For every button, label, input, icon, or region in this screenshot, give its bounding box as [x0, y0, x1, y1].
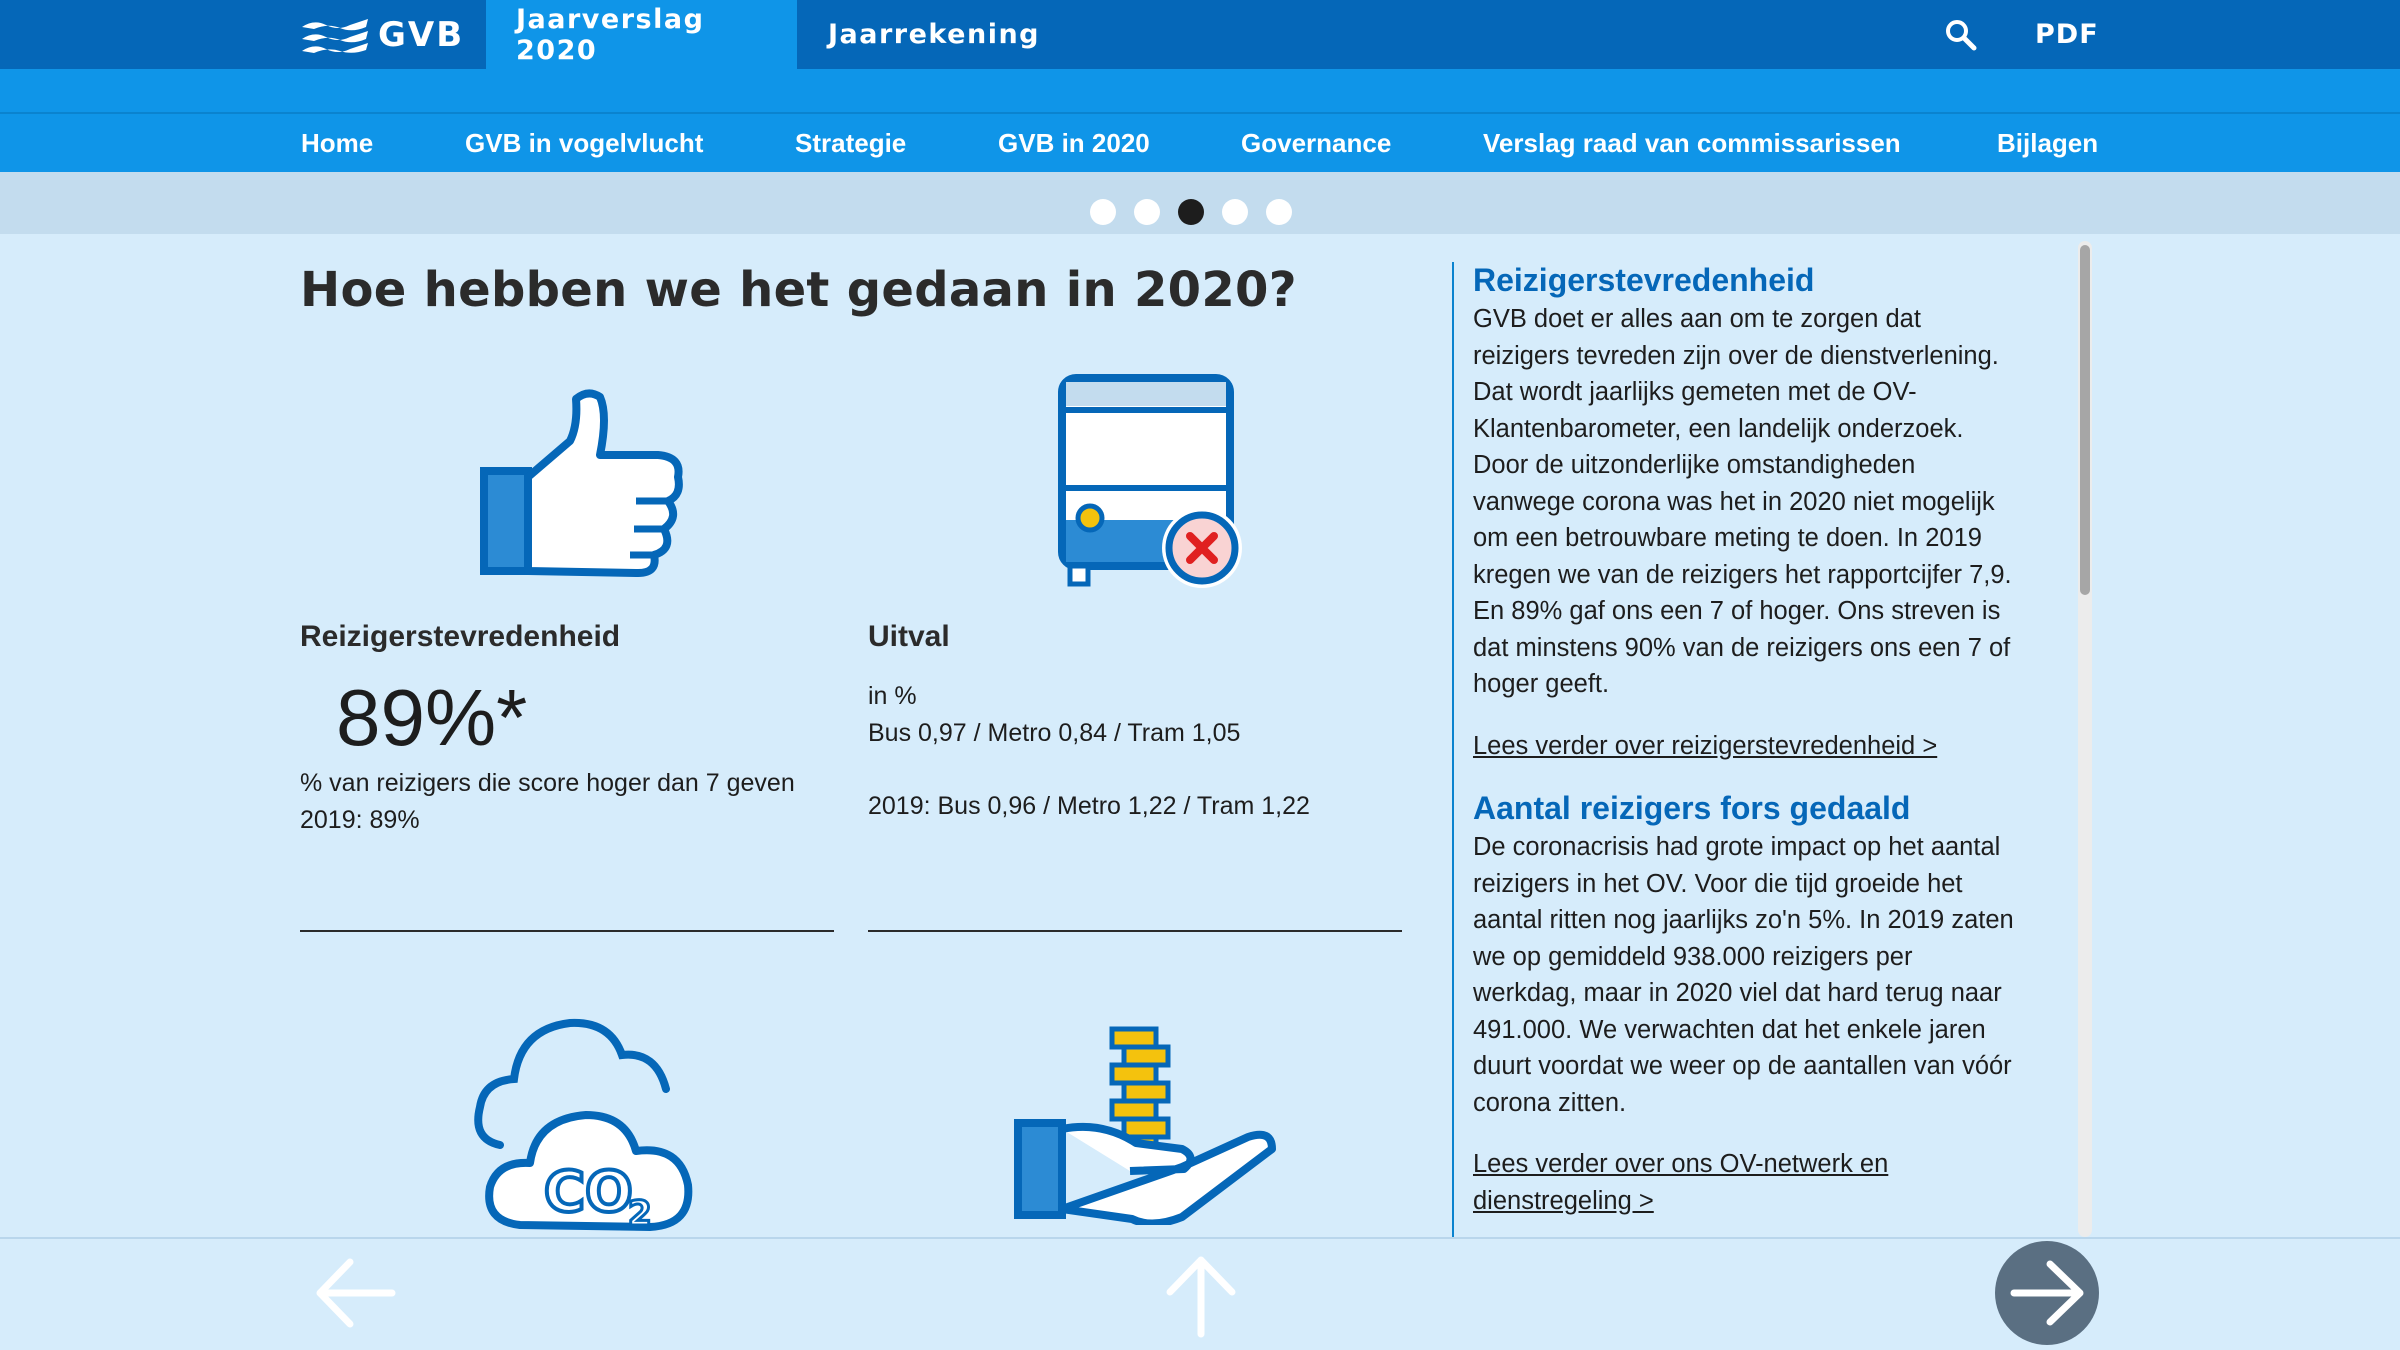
kpi-uitval-2020: Bus 0,97 / Metro 0,84 / Tram 1,05	[868, 719, 1241, 747]
kpi-value-satisfaction: 89%*	[336, 673, 528, 762]
sidebar-paragraph-satisfaction: GVB doet er alles aan om te zorgen dat reizigers tevreden zijn over de dienstverlening. Dat wordt jaarlijks gemeten met de OV- Klantenbarometer, een landelijk onderzoek. Door de uitzonderlijke omstandigheden vanwege corona was het in 2020 niet mogelijk om een betrouwbare meting te doen. In 2019 kregen we van de reizigers het rapportcijfer 7,9. En 89% gaf ons een 7 of hoger. Ons streven is dat minstens 90% van de reizigers ons een 7 of hoger geeft.	[1473, 305, 2012, 698]
link-ov-netwerk[interactable]: Lees verder over ons OV-netwerk en dienstregeling >	[1473, 1150, 1889, 1215]
arrow-up-icon[interactable]	[1158, 1252, 1244, 1343]
carousel-dot-3-active[interactable]	[1178, 199, 1204, 225]
kpi-uitval-2019: 2019: Bus 0,96 / Metro 1,22 / Tram 1,22	[868, 792, 1310, 820]
nav-item-governance[interactable]: Governance	[1241, 127, 1392, 158]
pdf-button[interactable]: PDF	[2035, 19, 2099, 50]
bus-cancelled-icon	[1052, 370, 1252, 600]
nav-item-verslag-raad[interactable]: Verslag raad van commissarissen	[1483, 127, 1901, 158]
logo-text: GVB	[378, 15, 465, 55]
main-nav	[0, 112, 2400, 172]
svg-text:CO: CO	[544, 1160, 633, 1225]
gvb-waves-icon	[300, 15, 370, 55]
kpi-previous-year: 2019: 89%	[300, 806, 420, 834]
hand-coins-icon	[1012, 1025, 1292, 1230]
kpi-label-reizigerstevredenheid: Reizigerstevredenheid	[300, 620, 621, 653]
divider	[300, 930, 834, 932]
nav-item-strategie[interactable]: Strategie	[795, 127, 907, 158]
divider	[868, 930, 1402, 932]
tab-jaarrekening[interactable]: Jaarrekening	[828, 19, 1040, 50]
link-reizigerstevredenheid[interactable]: Lees verder over reizigerstevredenheid >	[1473, 731, 1938, 760]
kpi-unit: in %	[868, 682, 917, 710]
carousel-dot-2[interactable]	[1134, 199, 1160, 225]
arrow-right-icon[interactable]	[1994, 1240, 2100, 1350]
nav-item-gvb-in-vogelvlucht[interactable]: GVB in vogelvlucht	[465, 127, 704, 158]
search-icon[interactable]	[1944, 18, 1978, 57]
sidebar-heading-reizigerstevredenheid: Reizigerstevredenheid	[1473, 262, 1815, 298]
arrow-left-icon[interactable]	[312, 1252, 398, 1339]
nav-item-bijlagen[interactable]: Bijlagen	[1997, 127, 2099, 158]
carousel-dot-5[interactable]	[1266, 199, 1292, 225]
nav-item-home[interactable]: Home	[301, 127, 374, 158]
kpi-label-uitval: Uitval	[868, 620, 950, 653]
kpi-description: % van reizigers die score hoger dan 7 geven	[300, 769, 795, 797]
co2-cloud-icon	[470, 1015, 700, 1242]
nav-item-gvb-in-2020[interactable]: GVB in 2020	[998, 127, 1150, 158]
thumbs-up-icon	[478, 385, 690, 585]
svg-text:2: 2	[628, 1194, 652, 1234]
sidebar-paragraph-passengers: De coronacrisis had grote impact op het aantal reizigers in het OV. Voor die tijd groeide het aantal ritten nog jaarlijks zo'n 5%. In 2019 zaten we op gemiddeld 938.000 reizigers per werkdag, maar in 2020 viel dat hard terug naar 491.000. We verwachten dat het enkele jaren duurt voordat we weer op de aantallen van vóór corona zitten.	[1473, 833, 2014, 1117]
sidebar-scrollbar-thumb[interactable]	[2080, 245, 2090, 595]
page-title: Hoe hebben we het gedaan in 2020?	[300, 262, 1297, 318]
sidebar	[1452, 262, 2072, 1237]
header-strip	[0, 69, 2400, 112]
carousel-dot-1[interactable]	[1090, 199, 1116, 225]
gvb-logo[interactable]	[300, 10, 464, 60]
carousel-dot-4[interactable]	[1222, 199, 1248, 225]
sidebar-heading-aantal-reizigers: Aantal reizigers fors gedaald	[1473, 790, 1911, 826]
tab-jaarverslag-2020[interactable]: Jaarverslag 2020	[486, 0, 797, 69]
